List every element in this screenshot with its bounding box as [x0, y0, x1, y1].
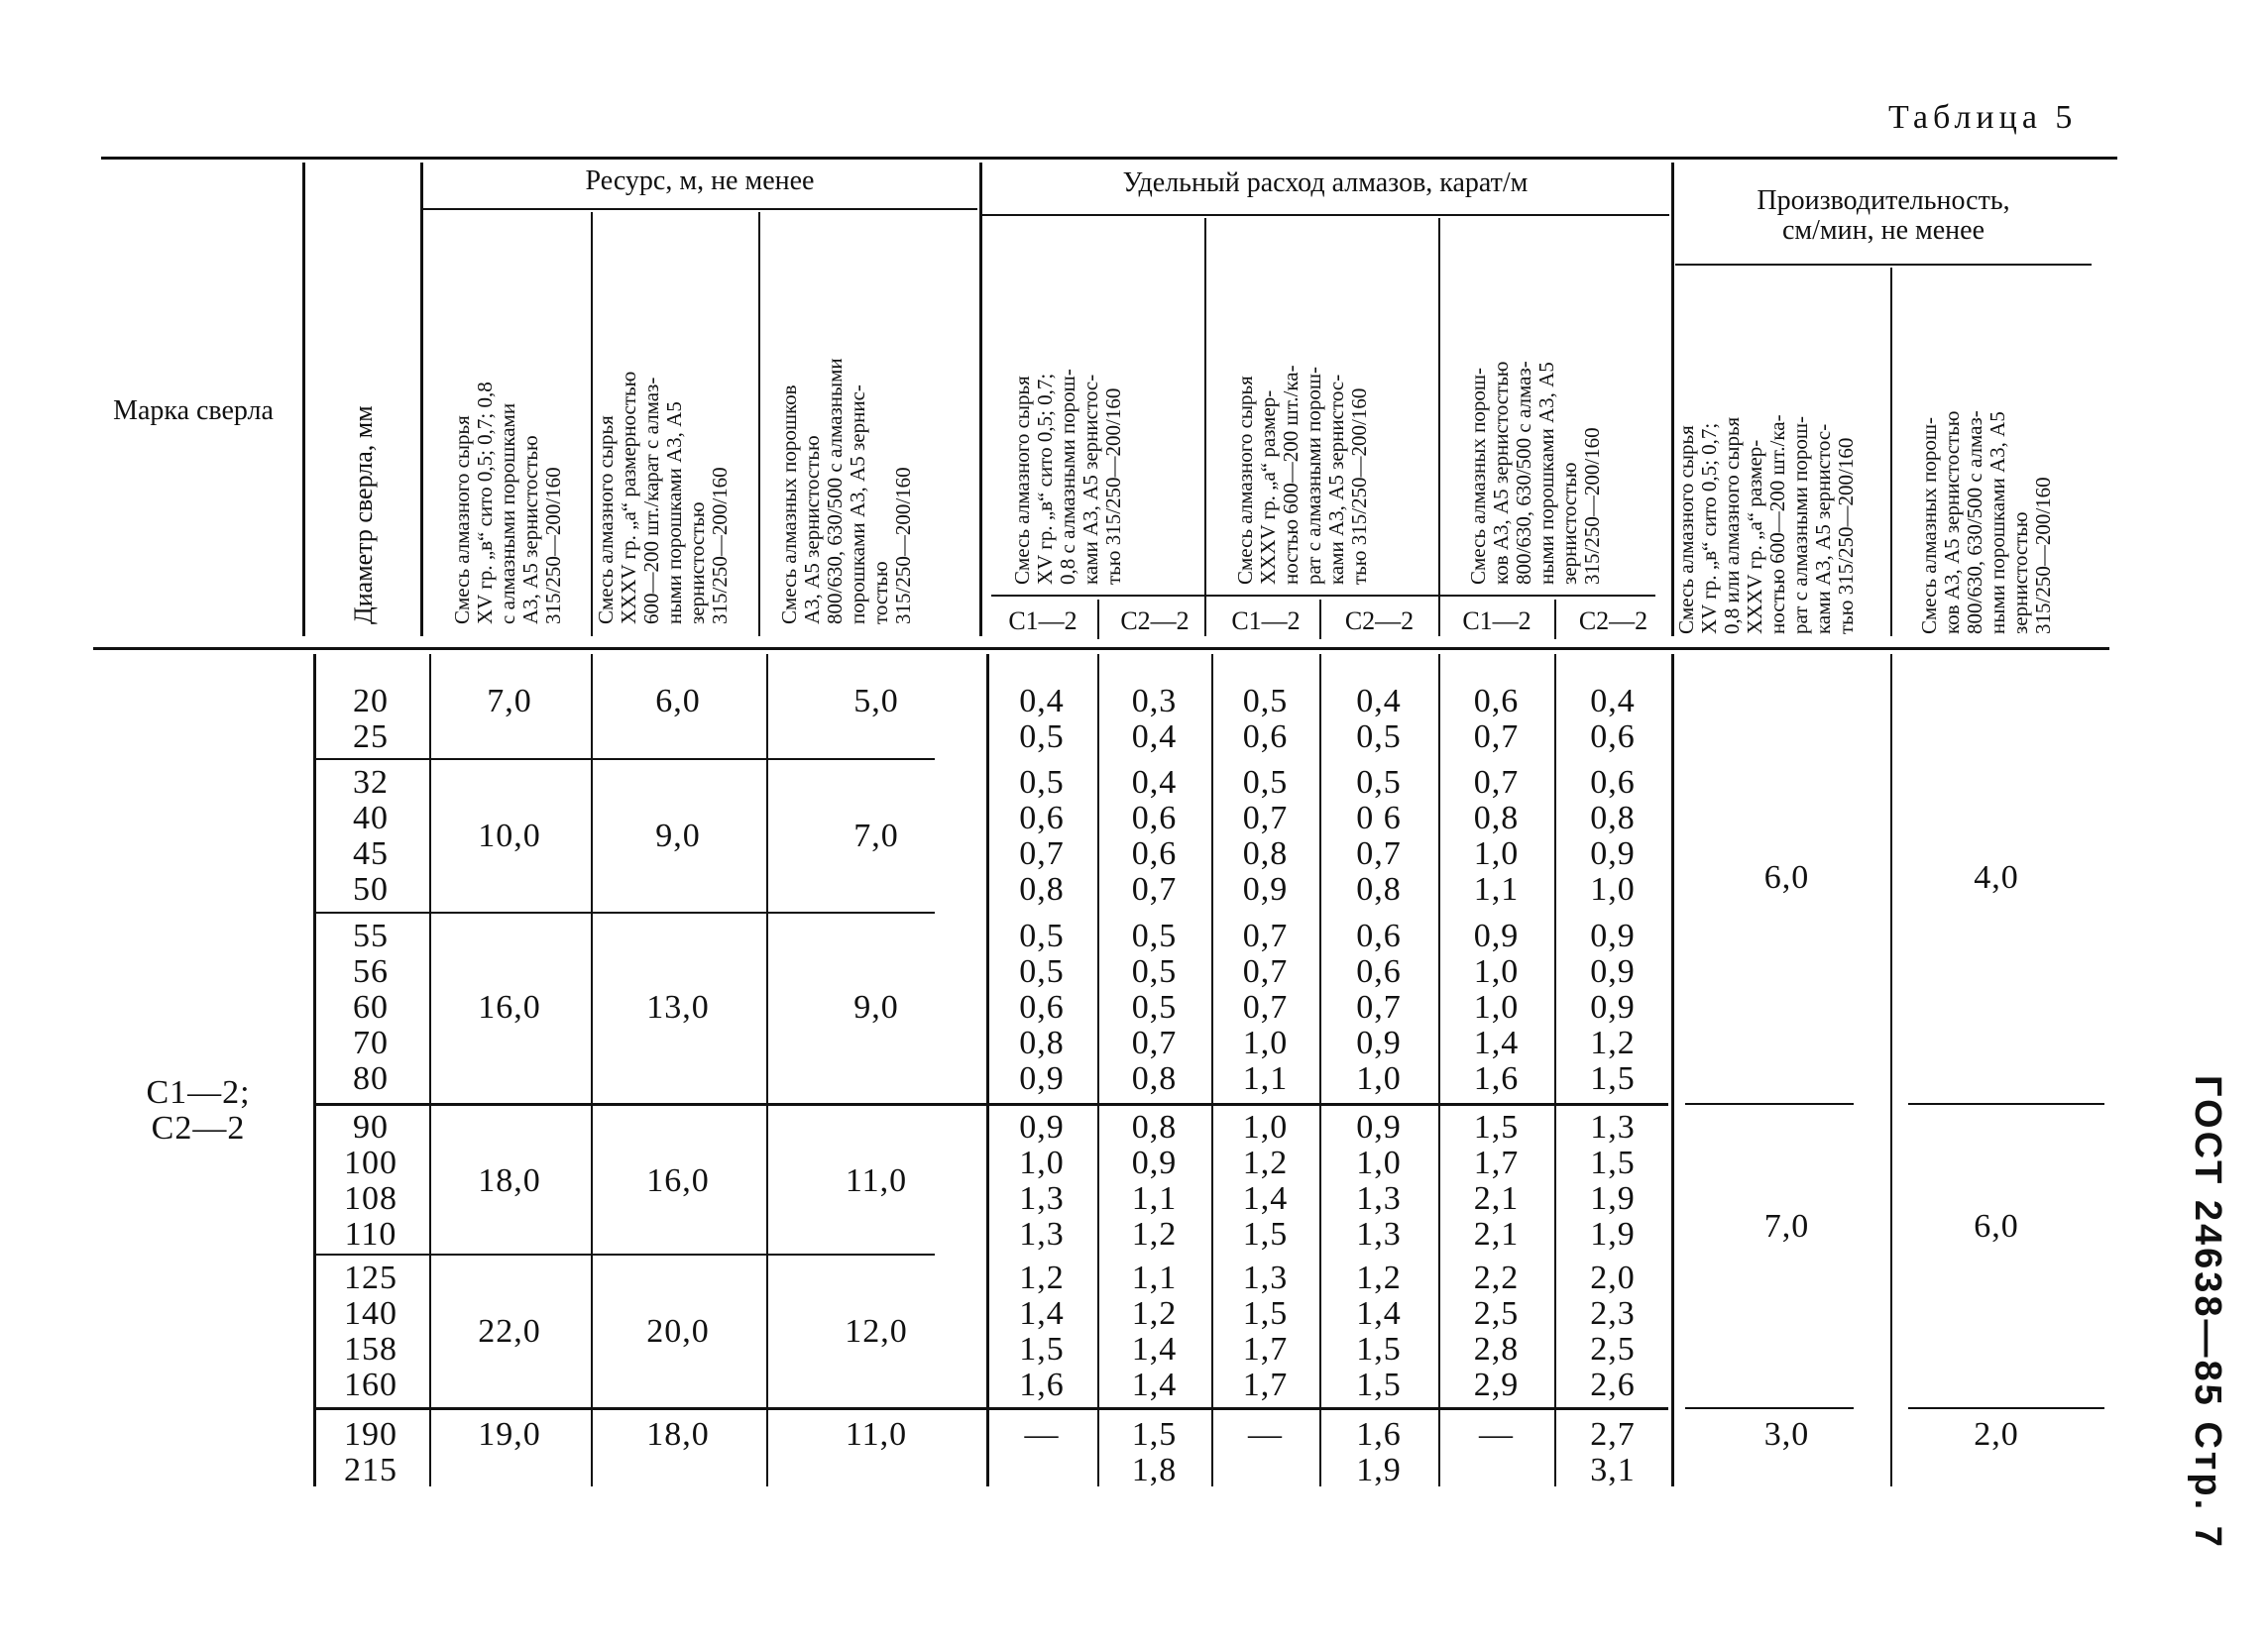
- consumption-cell: 2,0 2,3 2,5 2,6: [1590, 1260, 1636, 1403]
- consumption-cell: 0,5 0,5 0,5 0,7 0,8: [1131, 918, 1178, 1097]
- consumption-cell: 0,6 0,8 0,9 1,0: [1590, 764, 1636, 908]
- diameter-cell: 55 56 60 70 80: [353, 918, 389, 1097]
- header-consumption-col-1: Смесь алмазного сырья XV гр. „в“ сито 0,5; 0,7; 0,8 с алмазными порош- ками А3, А5 зернистос- тью 315/250—200/160: [1010, 369, 1125, 585]
- consumption-cell: 1,2 1,4 1,5 1,5: [1356, 1260, 1402, 1403]
- diameter-cell: 90 100 108 110: [344, 1109, 397, 1253]
- header-resource: Ресурс, м, не менее: [585, 165, 815, 196]
- consumption-cell: 0,8 0,9 1,1 1,2: [1131, 1109, 1178, 1253]
- resource-cell: 10,0: [478, 818, 541, 854]
- resource-cell: 6,0: [655, 683, 701, 719]
- group-rule: [1685, 1407, 1854, 1409]
- consumption-cell: 0,9 1,0 1,0 1,4 1,6: [1473, 918, 1520, 1097]
- consumption-cell: 0,7 0,7 0,7 1,0 1,1: [1242, 918, 1289, 1097]
- sub-header: С1—2: [1008, 606, 1077, 635]
- header-divider: [979, 163, 982, 636]
- consumption-cell: 0,3 0,4: [1131, 683, 1178, 755]
- group-rule: [315, 1254, 935, 1256]
- resource-cell: 5,0: [853, 683, 899, 719]
- consumption-cell: —: [1248, 1416, 1283, 1453]
- consumption-cell: 0,9 1,0 1,3 1,3: [1356, 1109, 1402, 1253]
- consumption-cell: 1,5 1,7 2,1 2,1: [1473, 1109, 1520, 1253]
- header-rule: [422, 208, 977, 210]
- resource-cell: 20,0: [646, 1313, 710, 1350]
- body-divider: [591, 654, 593, 1486]
- resource-cell: 7,0: [487, 683, 532, 719]
- header-resource-col-3: Смесь алмазных порошков А3, А5 зернистостью 800/630, 630/500 с алмазными порошками А3, А5 зернис- тостью 315/250—200/160: [777, 358, 915, 624]
- resource-cell: 12,0: [845, 1313, 908, 1350]
- consumption-cell: 1,6 1,9: [1356, 1416, 1402, 1488]
- header-resource-col-1: Смесь алмазного сырья XV гр. „в“ сито 0,5; 0,7; 0,8 с алмазными порошками А3, А5 зернистостью 315/250—200/160: [450, 382, 565, 624]
- diameter-cell: 20 25: [353, 683, 389, 755]
- group-rule: [315, 1407, 1668, 1410]
- table-top-rule: [101, 157, 2117, 160]
- header-productivity-col-2: Смесь алмазных порош- ков А3, А5 зернистостью 800/630, 630/500 с алмаз- ными порошками А3, А5 зернистостью 315/250—200/160: [1917, 410, 2055, 634]
- header-rule: [991, 595, 1655, 597]
- consumption-cell: 1,1 1,2 1,4 1,4: [1131, 1260, 1178, 1403]
- sub-header: С2—2: [1120, 606, 1190, 635]
- group-rule: [1685, 1103, 1854, 1105]
- consumption-cell: 0,7 0,8 1,0 1,1: [1473, 764, 1520, 908]
- consumption-cell: 2,7 3,1: [1590, 1416, 1636, 1488]
- resource-cell: 22,0: [478, 1313, 541, 1350]
- group-rule: [315, 912, 935, 914]
- group-rule: [1908, 1103, 2104, 1105]
- body-divider: [766, 654, 768, 1486]
- consumption-cell: —: [1024, 1416, 1060, 1453]
- consumption-cell: 0,5 0,6 0,7 0,8: [1019, 764, 1065, 908]
- consumption-cell: 2,2 2,5 2,8 2,9: [1473, 1260, 1520, 1403]
- consumption-cell: 0,5 0,7 0,8 0,9: [1242, 764, 1289, 908]
- resource-cell: 9,0: [655, 818, 701, 854]
- consumption-cell: 0,5 0,5 0,6 0,8 0,9: [1019, 918, 1065, 1097]
- consumption-cell: 0,4 0,5: [1019, 683, 1065, 755]
- resource-cell: 11,0: [845, 1162, 908, 1199]
- header-productivity-col-1: Смесь алмазного сырья XV гр. „в“ сито 0,5; 0,7; 0,8 или алмазного сырья XXXV гр. „а“ размер- ностью 600—200 шт./ка- рат с алмазными порош- ками А3, А5 зернистос- тью 315/250—200/160: [1674, 414, 1858, 634]
- consumption-cell: 1,2 1,4 1,5 1,6: [1019, 1260, 1065, 1403]
- header-consumption: Удельный расход алмазов, карат/м: [1122, 167, 1529, 198]
- header-divider: [302, 163, 305, 636]
- header-mark: Марка сверла: [113, 395, 274, 426]
- resource-cell: 7,0: [853, 818, 899, 854]
- productivity-value: 7,0: [1763, 1208, 1810, 1245]
- group-rule: [315, 1103, 1668, 1106]
- resource-cell: 16,0: [646, 1162, 710, 1199]
- body-divider: [1890, 654, 1892, 1486]
- consumption-cell: 0,5 0,6: [1242, 683, 1289, 755]
- consumption-cell: 1,3 1,5 1,9 1,9: [1590, 1109, 1636, 1253]
- header-resource-col-2: Смесь алмазного сырья XXXV гр. „а“ размерностью 600—200 шт./карат с алмаз- ными порошками А3, А5 зернистостью 315/250—200/160: [594, 371, 732, 624]
- resource-cell: 18,0: [478, 1162, 541, 1199]
- consumption-cell: 0,9 1,0 1,3 1,3: [1019, 1109, 1065, 1253]
- diameter-cell: 32 40 45 50: [353, 764, 389, 908]
- resource-cell: 16,0: [478, 989, 541, 1026]
- body-divider: [1671, 654, 1674, 1486]
- consumption-cell: 0,4 0,5: [1356, 683, 1402, 755]
- consumption-cell: 1,0 1,2 1,4 1,5: [1242, 1109, 1289, 1253]
- productivity-value: 6,0: [1974, 1208, 2019, 1245]
- header-rule: [981, 214, 1669, 216]
- consumption-cell: 0,9 0,9 0,9 1,2 1,5: [1590, 918, 1636, 1097]
- consumption-cell: 1,5 1,8: [1131, 1416, 1178, 1488]
- diameter-cell: 190 215: [344, 1416, 397, 1488]
- consumption-cell: —: [1479, 1416, 1514, 1453]
- sub-header: С1—2: [1462, 606, 1531, 635]
- productivity-value: 2,0: [1974, 1416, 2019, 1453]
- consumption-cell: 0,6 0,7: [1473, 683, 1520, 755]
- consumption-cell: 0,5 0 6 0,7 0,8: [1356, 764, 1402, 908]
- consumption-cell: 0,6 0,6 0,7 0,9 1,0: [1356, 918, 1402, 1097]
- consumption-cell: 0,4 0,6: [1590, 683, 1636, 755]
- diameter-cell: 125 140 158 160: [344, 1260, 397, 1403]
- body-divider: [429, 654, 431, 1486]
- resource-cell: 18,0: [646, 1416, 710, 1453]
- productivity-value: 3,0: [1763, 1416, 1810, 1453]
- group-rule: [315, 758, 935, 760]
- consumption-cell: 0,4 0,6 0,6 0,7: [1131, 764, 1178, 908]
- resource-cell: 13,0: [646, 989, 710, 1026]
- sub-header: С1—2: [1231, 606, 1301, 635]
- header-divider: [758, 212, 760, 636]
- header-consumption-col-3: Смесь алмазных порош- ков А3, А5 зернистостью 800/630, 630/500 с алмаз- ными порошками А3, А5 зернистостью 315/250—200/160: [1466, 361, 1604, 585]
- resource-cell: 9,0: [853, 989, 899, 1026]
- header-divider: [1890, 268, 1892, 636]
- table-title: Таблица 5: [1888, 99, 2078, 136]
- header-divider: [1438, 218, 1440, 636]
- productivity-value: 4,0: [1974, 859, 2019, 896]
- header-divider: [591, 212, 593, 636]
- header-divider: [420, 163, 423, 636]
- header-productivity: Производительность, см/мин, не менее: [1757, 185, 2010, 246]
- consumption-cell: 1,3 1,5 1,7 1,7: [1242, 1260, 1289, 1403]
- header-divider: [1204, 218, 1206, 636]
- resource-cell: 11,0: [845, 1416, 908, 1453]
- productivity-value: 6,0: [1763, 859, 1810, 896]
- header-diameter: Диаметр сверла, мм: [349, 405, 378, 624]
- sub-header: С2—2: [1344, 606, 1415, 635]
- drill-mark: С1—2; С2—2: [146, 1074, 251, 1147]
- sub-header: С2—2: [1578, 606, 1648, 635]
- gost-stamp: ГОСТ 24638—85 Стр. 7: [2187, 1075, 2228, 1550]
- resource-cell: 19,0: [478, 1416, 541, 1453]
- group-rule: [1908, 1407, 2104, 1409]
- header-rule: [1675, 264, 2092, 266]
- header-bottom-rule: [93, 647, 2109, 650]
- header-consumption-col-2: Смесь алмазного сырья XXXV гр. „а“ размер- ностью 600—200 шт./ка- рат с алмазными порош- ками А3, А5 зернистос- тью 315/250—200/160: [1233, 365, 1371, 585]
